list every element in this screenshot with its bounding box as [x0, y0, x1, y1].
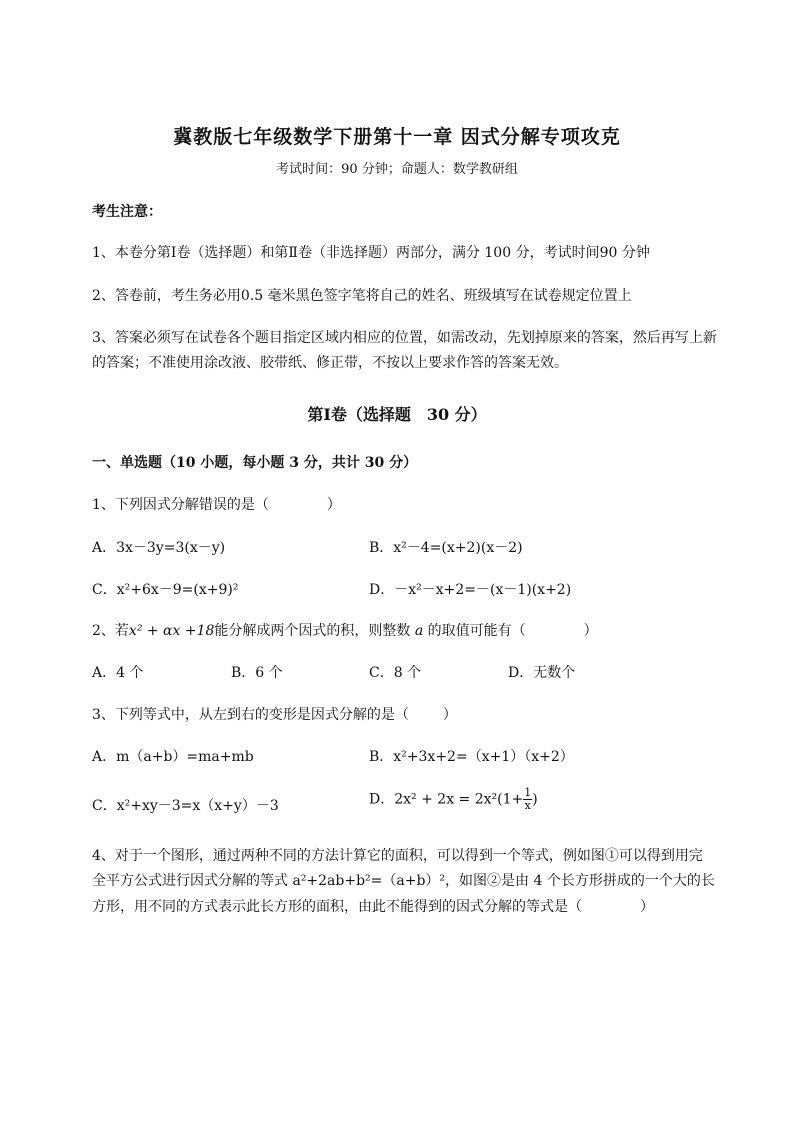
- question-2-option-a: A．4 个: [92, 665, 144, 681]
- question-3-option-d: [369, 787, 538, 812]
- question-3-option-a: A．m（a+b）=ma+mb: [92, 749, 254, 765]
- question-2-option-c: C．8 个: [369, 665, 422, 681]
- question-3-option-d-expression: 2x² + 2x = 2x²(1+: [394, 791, 524, 808]
- page-title: 冀教版七年级数学下册第十一章 因式分解专项攻克: [173, 126, 621, 148]
- question-3-option-d-label: D．: [369, 791, 395, 808]
- question-3-close: ）: [442, 707, 457, 723]
- question-2-text-a: 2、若: [92, 623, 129, 639]
- notice-item-3-line-1: 3、答案必须写在试卷各个题目指定区域内相应的位置，如需改动，先划掉原来的答案，然后再写上新: [92, 330, 717, 346]
- question-3-option-c: C．x²+xy－3=x（x+y）－3: [92, 798, 279, 814]
- question-4-line-2: 全平方公式进行因式分解的等式 a²+2ab+b²=（a+b）²，如图②是由 4 个长方形拼成的一个大的长: [92, 873, 715, 889]
- question-1-option-a: A．3x－3y=3(x－y): [92, 540, 226, 556]
- question-3-text: 3、下列等式中，从左到右的变形是因式分解的是（: [92, 707, 409, 723]
- question-4-line-1: 4、对于一个图形，通过两种不同的方法计算它的面积，可以得到一个等式，例如图①可以得到用完: [92, 848, 703, 864]
- part-heading: 一、单选题（10 小题，每小题 3 分，共计 30 分）: [92, 455, 418, 471]
- exam-subtitle: 考试时间：90 分钟；命题人：数学教研组: [276, 162, 518, 177]
- question-1-text: 1、下列因式分解错误的是（: [92, 497, 269, 513]
- question-3-option-d-close: ): [532, 791, 538, 808]
- question-1-close: ）: [326, 497, 341, 513]
- notice-heading: 考生注意：: [92, 204, 162, 220]
- question-2-text-c: 的取值可能有（: [427, 623, 526, 639]
- question-4-text: 方形，用不同的方式表示此长方形的面积，由此不能得到的因式分解的等式是（: [92, 899, 582, 915]
- notice-item-2: 2、答卷前，考生务必用0.5 毫米黑色签字笔将自己的姓名、班级填写在试卷规定位置上: [92, 288, 632, 304]
- question-2-variable: a: [414, 623, 424, 639]
- notice-item-3-line-2: 的答案；不准使用涂改液、胶带纸、修正带，不按以上要求作答的答案无效。: [92, 355, 568, 371]
- question-3-option-b: B．x²+3x+2=（x+1）（x+2）: [369, 749, 574, 765]
- question-2-expression: x² + αx +18: [128, 623, 215, 639]
- question-1-stem: [92, 494, 341, 514]
- fraction-denominator: x: [524, 799, 531, 812]
- fraction-numerator: 1: [524, 786, 532, 799]
- section-title: 第Ⅰ卷（选择题 30 分）: [307, 405, 487, 424]
- question-2-text-b: 能分解成两个因式的积，则整数: [214, 623, 411, 639]
- question-3-stem: [92, 704, 457, 724]
- notice-item-1: 1、本卷分第Ⅰ卷（选择题）和第Ⅱ卷（非选择题）两部分，满分 100 分，考试时间90 分钟: [92, 245, 650, 261]
- question-2-stem: [92, 620, 598, 640]
- question-4-line-3: [92, 896, 654, 916]
- question-2-option-b: B．6 个: [231, 665, 283, 681]
- question-2-option-d: D．无数个: [508, 665, 576, 681]
- fraction: [523, 787, 532, 812]
- question-1-option-d: D．－x²－x+2=－(x－1)(x+2): [369, 582, 572, 598]
- question-1-option-c: C．x²+6x－9=(x+9)²: [92, 582, 239, 598]
- question-1-option-b: B．x²－4=(x+2)(x－2): [369, 540, 523, 556]
- question-2-close: ）: [583, 623, 598, 639]
- question-4-close: ）: [640, 899, 654, 915]
